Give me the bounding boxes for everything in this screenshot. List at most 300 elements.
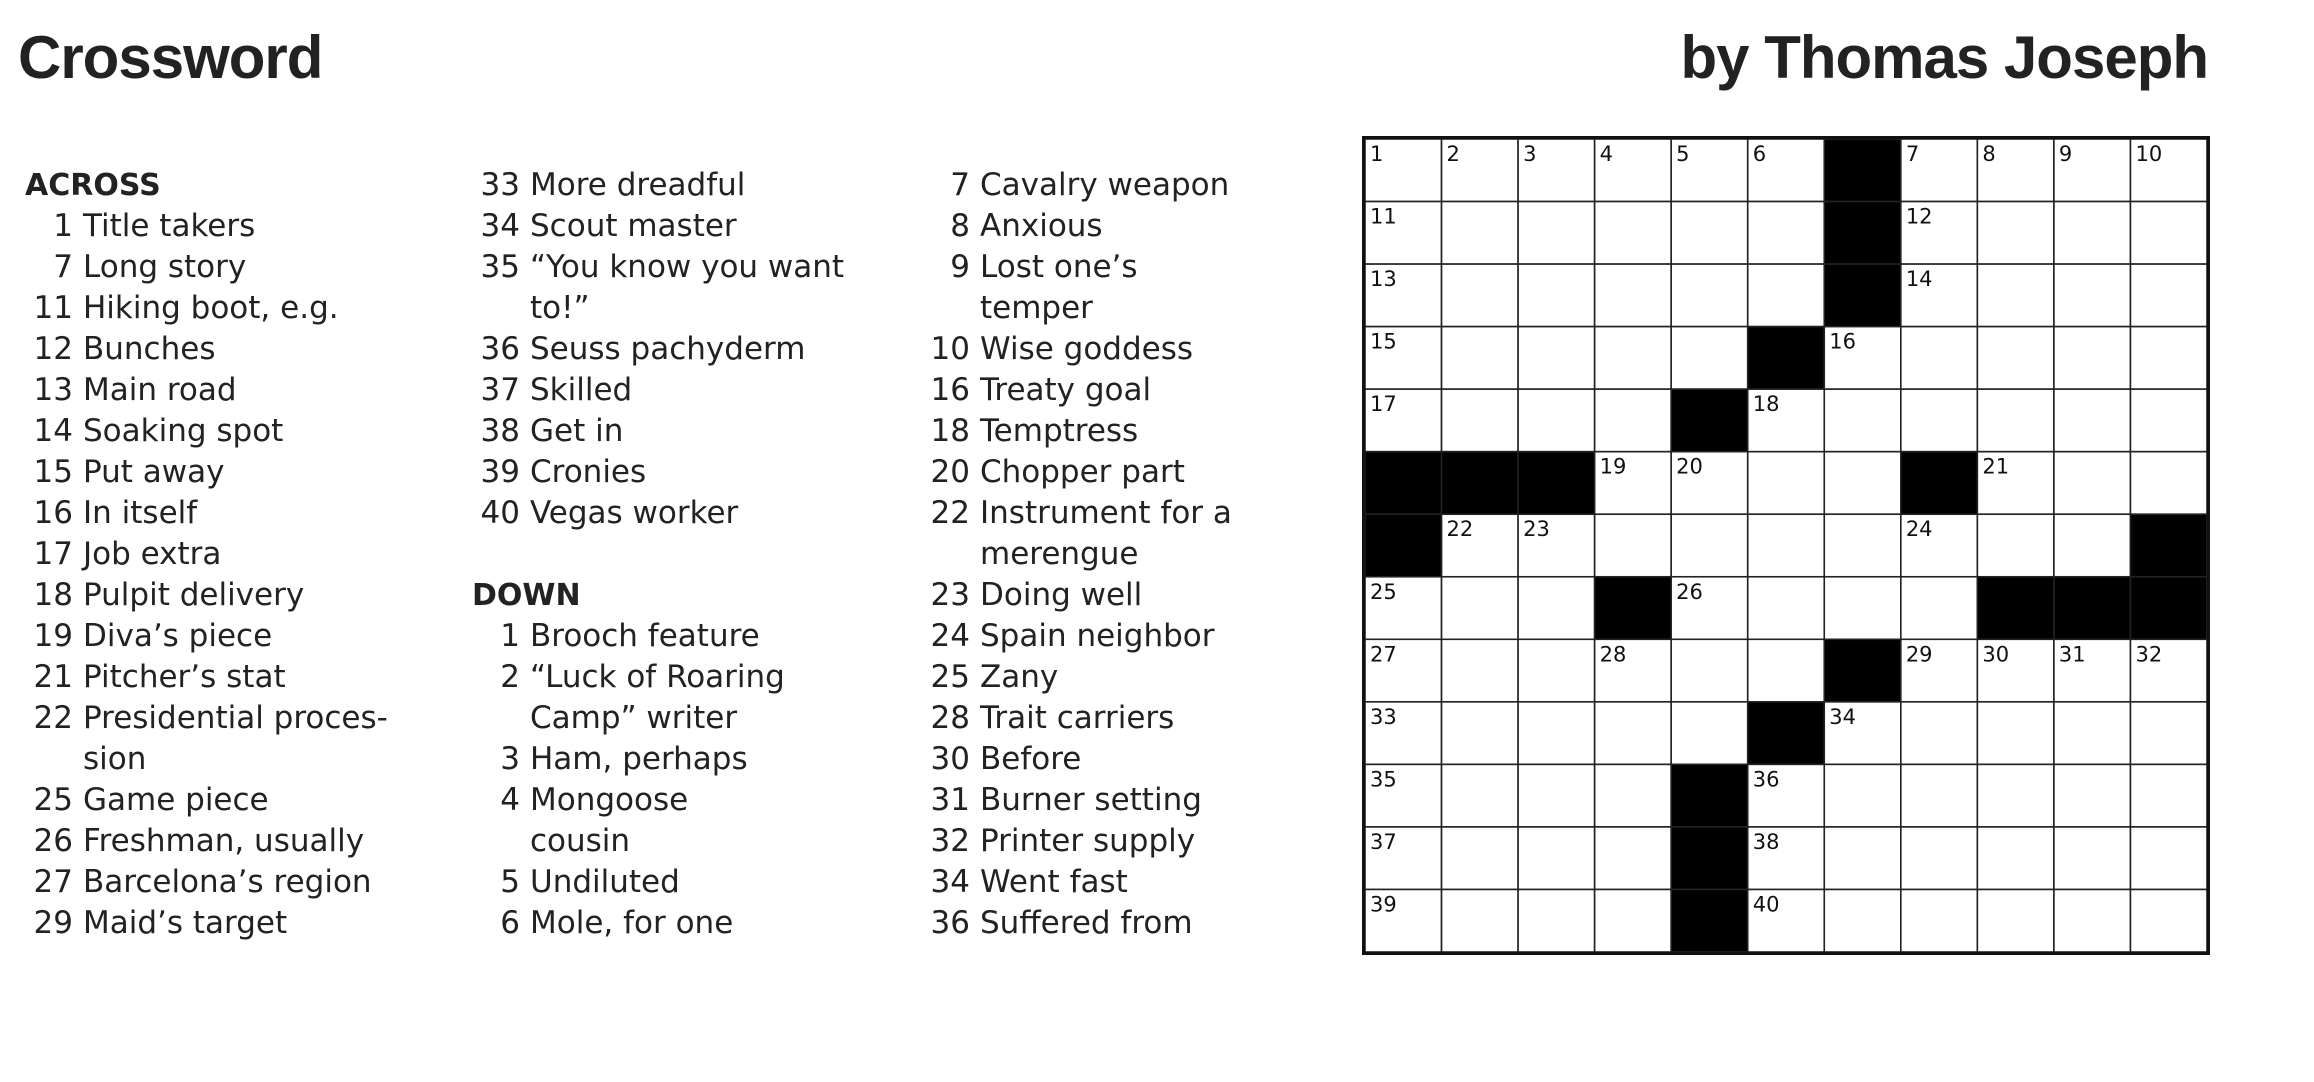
grid-cell[interactable]	[2054, 514, 2131, 577]
clue-text: Instrument for a	[980, 495, 1232, 531]
clue-text: Presidential proces-	[83, 700, 388, 736]
grid-cell[interactable]	[2054, 327, 2131, 390]
down-clue	[922, 452, 1322, 493]
clue-text-continuation: temper	[980, 290, 1093, 326]
grid-cell[interactable]	[2130, 764, 2207, 827]
grid-cell-number: 17	[1370, 392, 1397, 417]
clue-text: Ham, perhaps	[530, 741, 748, 777]
clue-number-spacer	[472, 821, 520, 862]
clue-number: 16	[930, 372, 970, 408]
grid-block-cell	[1518, 452, 1595, 515]
grid-cell-number: 27	[1370, 642, 1397, 667]
clue-number: 27	[33, 864, 73, 900]
clue-text: Get in	[530, 413, 624, 449]
grid-cell[interactable]	[1977, 827, 2054, 890]
clue-number: 10	[930, 331, 970, 367]
down-clue	[922, 616, 1322, 657]
grid-cell-number: 34	[1829, 704, 1857, 729]
clue-text: In itself	[83, 495, 198, 531]
grid-cell[interactable]	[2054, 702, 2131, 765]
grid-cell-number: 20	[1676, 454, 1703, 479]
grid-cell[interactable]	[2130, 264, 2207, 327]
clue-text: More dreadful	[530, 167, 746, 203]
grid-cell-number: 22	[1446, 517, 1474, 542]
grid-cell-number: 3	[1523, 142, 1537, 166]
clue-text: Maid’s target	[83, 905, 288, 941]
grid-cell[interactable]	[1442, 764, 1519, 827]
down-clue	[922, 575, 1322, 616]
clue-number: 36	[480, 331, 520, 367]
grid-cell-number: 15	[1370, 329, 1397, 354]
clue-column-1	[25, 165, 425, 944]
across-clue	[25, 206, 425, 247]
clue-number-spacer	[922, 534, 970, 575]
grid-cell-number: 16	[1829, 329, 1857, 354]
grid-block-cell	[1442, 452, 1519, 515]
clue-number: 28	[930, 700, 970, 736]
grid-cell-number: 12	[1905, 204, 1933, 229]
section-spacer	[472, 534, 872, 575]
across-clue	[472, 206, 872, 247]
grid-cell-number: 25	[1370, 579, 1397, 604]
clue-text-continuation: Camp” writer	[530, 700, 738, 736]
grid-cell[interactable]	[1748, 577, 1825, 640]
grid-cell[interactable]	[2054, 264, 2131, 327]
down-clue	[922, 329, 1322, 370]
across-heading: ACROSS	[25, 168, 161, 203]
clue-text: Put away	[83, 454, 225, 490]
grid-cell[interactable]	[1671, 264, 1748, 327]
down-clue-continuation	[922, 534, 1322, 575]
grid-cell[interactable]	[2054, 452, 2131, 515]
grid-cell-number: 38	[1752, 829, 1780, 854]
grid-cell[interactable]	[1442, 264, 1519, 327]
clue-text: Game piece	[83, 782, 269, 818]
clue-number: 34	[930, 864, 970, 900]
clue-number: 3	[500, 741, 520, 777]
grid-cell-number: 14	[1905, 267, 1933, 292]
across-clue	[25, 657, 425, 698]
across-clue	[25, 821, 425, 862]
grid-cell[interactable]	[1824, 889, 1901, 952]
clue-number: 16	[33, 495, 73, 531]
clue-number: 19	[33, 618, 73, 654]
grid-cell[interactable]	[1901, 764, 1978, 827]
grid-cell[interactable]	[1442, 202, 1519, 265]
grid-cell-number: 28	[1599, 642, 1627, 667]
across-clue	[25, 370, 425, 411]
grid-cell[interactable]	[1518, 764, 1595, 827]
grid-block-cell	[1365, 514, 1442, 577]
grid-cell[interactable]	[1671, 202, 1748, 265]
clue-number: 1	[53, 208, 73, 244]
grid-cell[interactable]	[2130, 702, 2207, 765]
grid-cell-number: 40	[1752, 892, 1780, 917]
grid-cell-number: 39	[1370, 892, 1397, 917]
grid-cell[interactable]	[1824, 452, 1901, 515]
grid-cell-number: 11	[1370, 204, 1397, 229]
down-clue	[472, 903, 872, 944]
clue-text: Undiluted	[530, 864, 680, 900]
clue-text: Diva’s piece	[83, 618, 273, 654]
grid-cell[interactable]	[1518, 202, 1595, 265]
across-clue	[472, 247, 872, 288]
puzzle-title: Crossword	[18, 24, 323, 91]
grid-cell[interactable]	[1901, 702, 1978, 765]
clue-text: Trait carriers	[980, 700, 1175, 736]
grid-cell[interactable]	[2130, 827, 2207, 890]
across-clue	[25, 493, 425, 534]
grid-block-cell	[2130, 514, 2207, 577]
grid-cell-number: 32	[2135, 642, 2163, 667]
clue-text: Job extra	[83, 536, 222, 572]
down-heading: DOWN	[472, 578, 581, 613]
puzzle-byline: by Thomas Joseph	[1680, 24, 2208, 91]
clue-number: 17	[33, 536, 73, 572]
across-clue	[472, 411, 872, 452]
grid-cell[interactable]	[2054, 764, 2131, 827]
clue-number: 33	[480, 167, 520, 203]
clue-number: 25	[33, 782, 73, 818]
grid-cell[interactable]	[1442, 389, 1519, 452]
grid-cell[interactable]	[1977, 389, 2054, 452]
clue-number: 12	[33, 331, 73, 367]
grid-cell[interactable]	[2130, 452, 2207, 515]
clue-number: 20	[930, 454, 970, 490]
grid-cell[interactable]	[1824, 514, 1901, 577]
grid-block-cell	[1901, 452, 1978, 515]
grid-cell-number: 19	[1599, 454, 1627, 479]
across-clue	[472, 493, 872, 534]
grid-cell[interactable]	[1824, 389, 1901, 452]
down-clue	[472, 616, 872, 657]
down-clue	[472, 739, 872, 780]
clue-text: Vegas worker	[530, 495, 739, 531]
clue-text: Lost one’s	[980, 249, 1138, 285]
clue-number: 22	[930, 495, 970, 531]
grid-cell-number: 1	[1370, 142, 1384, 166]
clue-text: “You know you want	[530, 249, 845, 285]
clue-number: 7	[53, 249, 73, 285]
grid-block-cell	[1595, 577, 1672, 640]
grid-block-cell	[1824, 639, 1901, 702]
grid-cell[interactable]	[1595, 827, 1672, 890]
clue-text: Treaty goal	[980, 372, 1152, 408]
grid-cell[interactable]	[2054, 202, 2131, 265]
grid-cell-number: 6	[1752, 142, 1767, 166]
grid-cell[interactable]	[1518, 327, 1595, 390]
clue-text: Long story	[83, 249, 247, 285]
grid-cell[interactable]	[1442, 327, 1519, 390]
across-clue-continuation	[472, 288, 872, 329]
across-clue	[25, 575, 425, 616]
down-clue-continuation	[472, 821, 872, 862]
down-clue	[922, 411, 1322, 452]
clue-number: 2	[500, 659, 520, 695]
clue-number: 8	[950, 208, 970, 244]
grid-cell[interactable]	[1977, 764, 2054, 827]
grid-cell-number: 30	[1982, 642, 2010, 667]
clue-number-spacer	[472, 698, 520, 739]
grid-cell[interactable]	[1824, 827, 1901, 890]
grid-cell[interactable]	[2130, 889, 2207, 952]
down-clue	[922, 370, 1322, 411]
grid-cell[interactable]	[2130, 327, 2207, 390]
clue-text: Went fast	[980, 864, 1128, 900]
grid-cell[interactable]	[1442, 577, 1519, 640]
clue-number: 37	[480, 372, 520, 408]
across-clue	[472, 329, 872, 370]
grid-block-cell	[1748, 327, 1825, 390]
grid-cell[interactable]	[1442, 639, 1519, 702]
down-clue	[922, 739, 1322, 780]
clue-number: 34	[480, 208, 520, 244]
clue-number: 11	[33, 290, 73, 326]
down-clue	[472, 780, 872, 821]
across-clue	[25, 452, 425, 493]
clue-number: 5	[500, 864, 520, 900]
clue-number: 35	[480, 249, 520, 285]
grid-block-cell	[1977, 577, 2054, 640]
clue-text: Anxious	[980, 208, 1103, 244]
clue-number: 40	[480, 495, 520, 531]
down-clue	[922, 493, 1322, 534]
grid-cell[interactable]	[1671, 327, 1748, 390]
clue-text: Freshman, usually	[83, 823, 365, 859]
grid-block-cell	[1824, 264, 1901, 327]
grid-cell[interactable]	[1824, 764, 1901, 827]
clue-text: Cavalry weapon	[980, 167, 1230, 203]
grid-cell[interactable]	[1824, 577, 1901, 640]
across-clue	[472, 370, 872, 411]
grid-cell[interactable]	[1901, 827, 1978, 890]
clue-number: 18	[33, 577, 73, 613]
clue-text: Chopper part	[980, 454, 1185, 490]
grid-cell[interactable]	[1977, 702, 2054, 765]
across-clue	[472, 452, 872, 493]
clue-text: Cronies	[530, 454, 647, 490]
grid-cell[interactable]	[1671, 639, 1748, 702]
grid-block-cell	[2130, 577, 2207, 640]
clue-text: Wise goddess	[980, 331, 1194, 367]
grid-cell[interactable]	[1518, 264, 1595, 327]
clue-number: 21	[33, 659, 73, 695]
clue-number: 36	[930, 905, 970, 941]
clue-text: “Luck of Roaring	[530, 659, 785, 695]
clue-number: 23	[930, 577, 970, 613]
grid-cell-number: 24	[1905, 517, 1933, 542]
clue-number-spacer	[25, 739, 73, 780]
grid-cell-number: 33	[1370, 704, 1397, 729]
grid-cell[interactable]	[1901, 889, 1978, 952]
clue-number: 32	[930, 823, 970, 859]
down-clue	[922, 698, 1322, 739]
clue-text: Pulpit delivery	[83, 577, 305, 613]
grid-cell[interactable]	[1901, 577, 1978, 640]
grid-cell-number: 8	[1982, 142, 1996, 166]
grid-cell-number: 21	[1982, 454, 2010, 479]
clue-text: Scout master	[530, 208, 737, 244]
grid-cell[interactable]	[1518, 639, 1595, 702]
grid-cell-number: 4	[1599, 142, 1614, 166]
grid-cell[interactable]	[1442, 889, 1519, 952]
grid-block-cell	[1671, 764, 1748, 827]
grid-cell[interactable]	[2054, 889, 2131, 952]
grid-cell[interactable]	[2054, 827, 2131, 890]
grid-cell[interactable]	[1518, 577, 1595, 640]
down-clue	[922, 206, 1322, 247]
down-clue	[922, 247, 1322, 288]
grid-cell-number: 10	[2135, 142, 2163, 166]
across-clue	[25, 862, 425, 903]
down-clue	[922, 903, 1322, 944]
crossword-grid	[1362, 136, 2210, 955]
clue-text: Brooch feature	[530, 618, 760, 654]
clue-column-2	[472, 165, 872, 944]
clue-text-continuation: cousin	[530, 823, 631, 859]
grid-cell[interactable]	[1595, 389, 1672, 452]
grid-cell[interactable]	[1595, 514, 1672, 577]
grid-cell-number: 37	[1370, 829, 1397, 854]
grid-block-cell	[1671, 889, 1748, 952]
grid-cell-number: 5	[1676, 142, 1690, 166]
clue-text: Title takers	[83, 208, 256, 244]
down-clue	[472, 862, 872, 903]
down-clue	[922, 862, 1322, 903]
clue-text: Before	[980, 741, 1082, 777]
clue-text-continuation: merengue	[980, 536, 1139, 572]
grid-cell[interactable]	[1442, 827, 1519, 890]
grid-cell[interactable]	[1595, 327, 1672, 390]
clue-number: 13	[33, 372, 73, 408]
crossword-grid-svg	[1365, 139, 2207, 952]
down-clue-continuation	[472, 698, 872, 739]
grid-cell[interactable]	[1442, 702, 1519, 765]
clue-text: Zany	[980, 659, 1059, 695]
grid-cell-number: 13	[1370, 267, 1397, 292]
clue-text: Seuss pachyderm	[530, 331, 806, 367]
clue-number: 30	[930, 741, 970, 777]
grid-cell[interactable]	[1748, 264, 1825, 327]
across-clue	[25, 616, 425, 657]
clue-number: 31	[930, 782, 970, 818]
grid-cell-number: 2	[1446, 142, 1460, 166]
grid-cell[interactable]	[1977, 889, 2054, 952]
clue-text: Spain neighbor	[980, 618, 1215, 654]
grid-cell[interactable]	[1518, 827, 1595, 890]
clue-text-continuation: sion	[83, 741, 147, 777]
across-clue-continuation	[25, 739, 425, 780]
grid-cell[interactable]	[1595, 889, 1672, 952]
clue-number: 38	[480, 413, 520, 449]
grid-cell[interactable]	[1977, 202, 2054, 265]
clue-number-spacer	[922, 288, 970, 329]
grid-cell[interactable]	[1977, 327, 2054, 390]
grid-cell[interactable]	[2054, 389, 2131, 452]
clue-text: Mongoose	[530, 782, 689, 818]
down-clue	[472, 657, 872, 698]
grid-cell[interactable]	[1748, 514, 1825, 577]
grid-cell[interactable]	[1901, 327, 1978, 390]
grid-cell-number: 36	[1752, 767, 1780, 792]
across-clue	[25, 780, 425, 821]
grid-cell-number: 26	[1676, 579, 1703, 604]
grid-cell[interactable]	[1748, 639, 1825, 702]
clue-number: 24	[930, 618, 970, 654]
clue-number: 25	[930, 659, 970, 695]
grid-cell[interactable]	[1977, 264, 2054, 327]
grid-cell-number: 7	[1905, 142, 1920, 166]
clue-number: 39	[480, 454, 520, 490]
grid-cell-number: 9	[2058, 142, 2073, 166]
clue-number: 1	[500, 618, 520, 654]
clue-number: 15	[33, 454, 73, 490]
clue-text: Suffered from	[980, 905, 1193, 941]
grid-block-cell	[2054, 577, 2131, 640]
grid-cell[interactable]	[1671, 702, 1748, 765]
across-clue	[25, 698, 425, 739]
grid-cell[interactable]	[1518, 702, 1595, 765]
clue-number: 22	[33, 700, 73, 736]
clue-number-spacer	[472, 288, 520, 329]
grid-cell[interactable]	[1748, 452, 1825, 515]
clue-text: Doing well	[980, 577, 1143, 613]
down-clue-continuation	[922, 288, 1322, 329]
grid-cell[interactable]	[1595, 264, 1672, 327]
clue-text: Hiking boot, e.g.	[83, 290, 339, 326]
clue-text: Mole, for one	[530, 905, 734, 941]
grid-cell[interactable]	[2130, 202, 2207, 265]
grid-cell[interactable]	[1977, 514, 2054, 577]
grid-cell[interactable]	[1595, 764, 1672, 827]
grid-cell[interactable]	[1518, 389, 1595, 452]
down-clue	[922, 821, 1322, 862]
grid-cell[interactable]	[1595, 702, 1672, 765]
grid-cell[interactable]	[1671, 514, 1748, 577]
clue-column-3	[922, 165, 1322, 944]
down-clue	[922, 165, 1322, 206]
grid-cell[interactable]	[1595, 202, 1672, 265]
grid-cell[interactable]	[1518, 889, 1595, 952]
clue-number: 29	[33, 905, 73, 941]
across-clue	[25, 903, 425, 944]
grid-cell-number: 29	[1905, 642, 1933, 667]
clue-text: Bunches	[83, 331, 216, 367]
across-clue	[25, 329, 425, 370]
clue-number: 4	[500, 782, 520, 818]
across-clue	[25, 247, 425, 288]
grid-cell[interactable]	[1748, 202, 1825, 265]
grid-block-cell	[1824, 139, 1901, 202]
across-clue	[25, 534, 425, 575]
down-clue	[922, 657, 1322, 698]
grid-block-cell	[1671, 389, 1748, 452]
grid-cell-number: 35	[1370, 767, 1397, 792]
clue-text: Printer supply	[980, 823, 1196, 859]
grid-cell-number: 18	[1752, 392, 1780, 417]
grid-block-cell	[1365, 452, 1442, 515]
grid-cell[interactable]	[2130, 389, 2207, 452]
across-clue	[472, 165, 872, 206]
grid-cell[interactable]	[1901, 389, 1978, 452]
clue-number: 7	[950, 167, 970, 203]
clue-text-continuation: to!”	[530, 290, 590, 326]
clue-text: Barcelona’s region	[83, 864, 372, 900]
clue-text: Main road	[83, 372, 237, 408]
grid-block-cell	[1748, 702, 1825, 765]
clue-text: Skilled	[530, 372, 633, 408]
down-clue	[922, 780, 1322, 821]
